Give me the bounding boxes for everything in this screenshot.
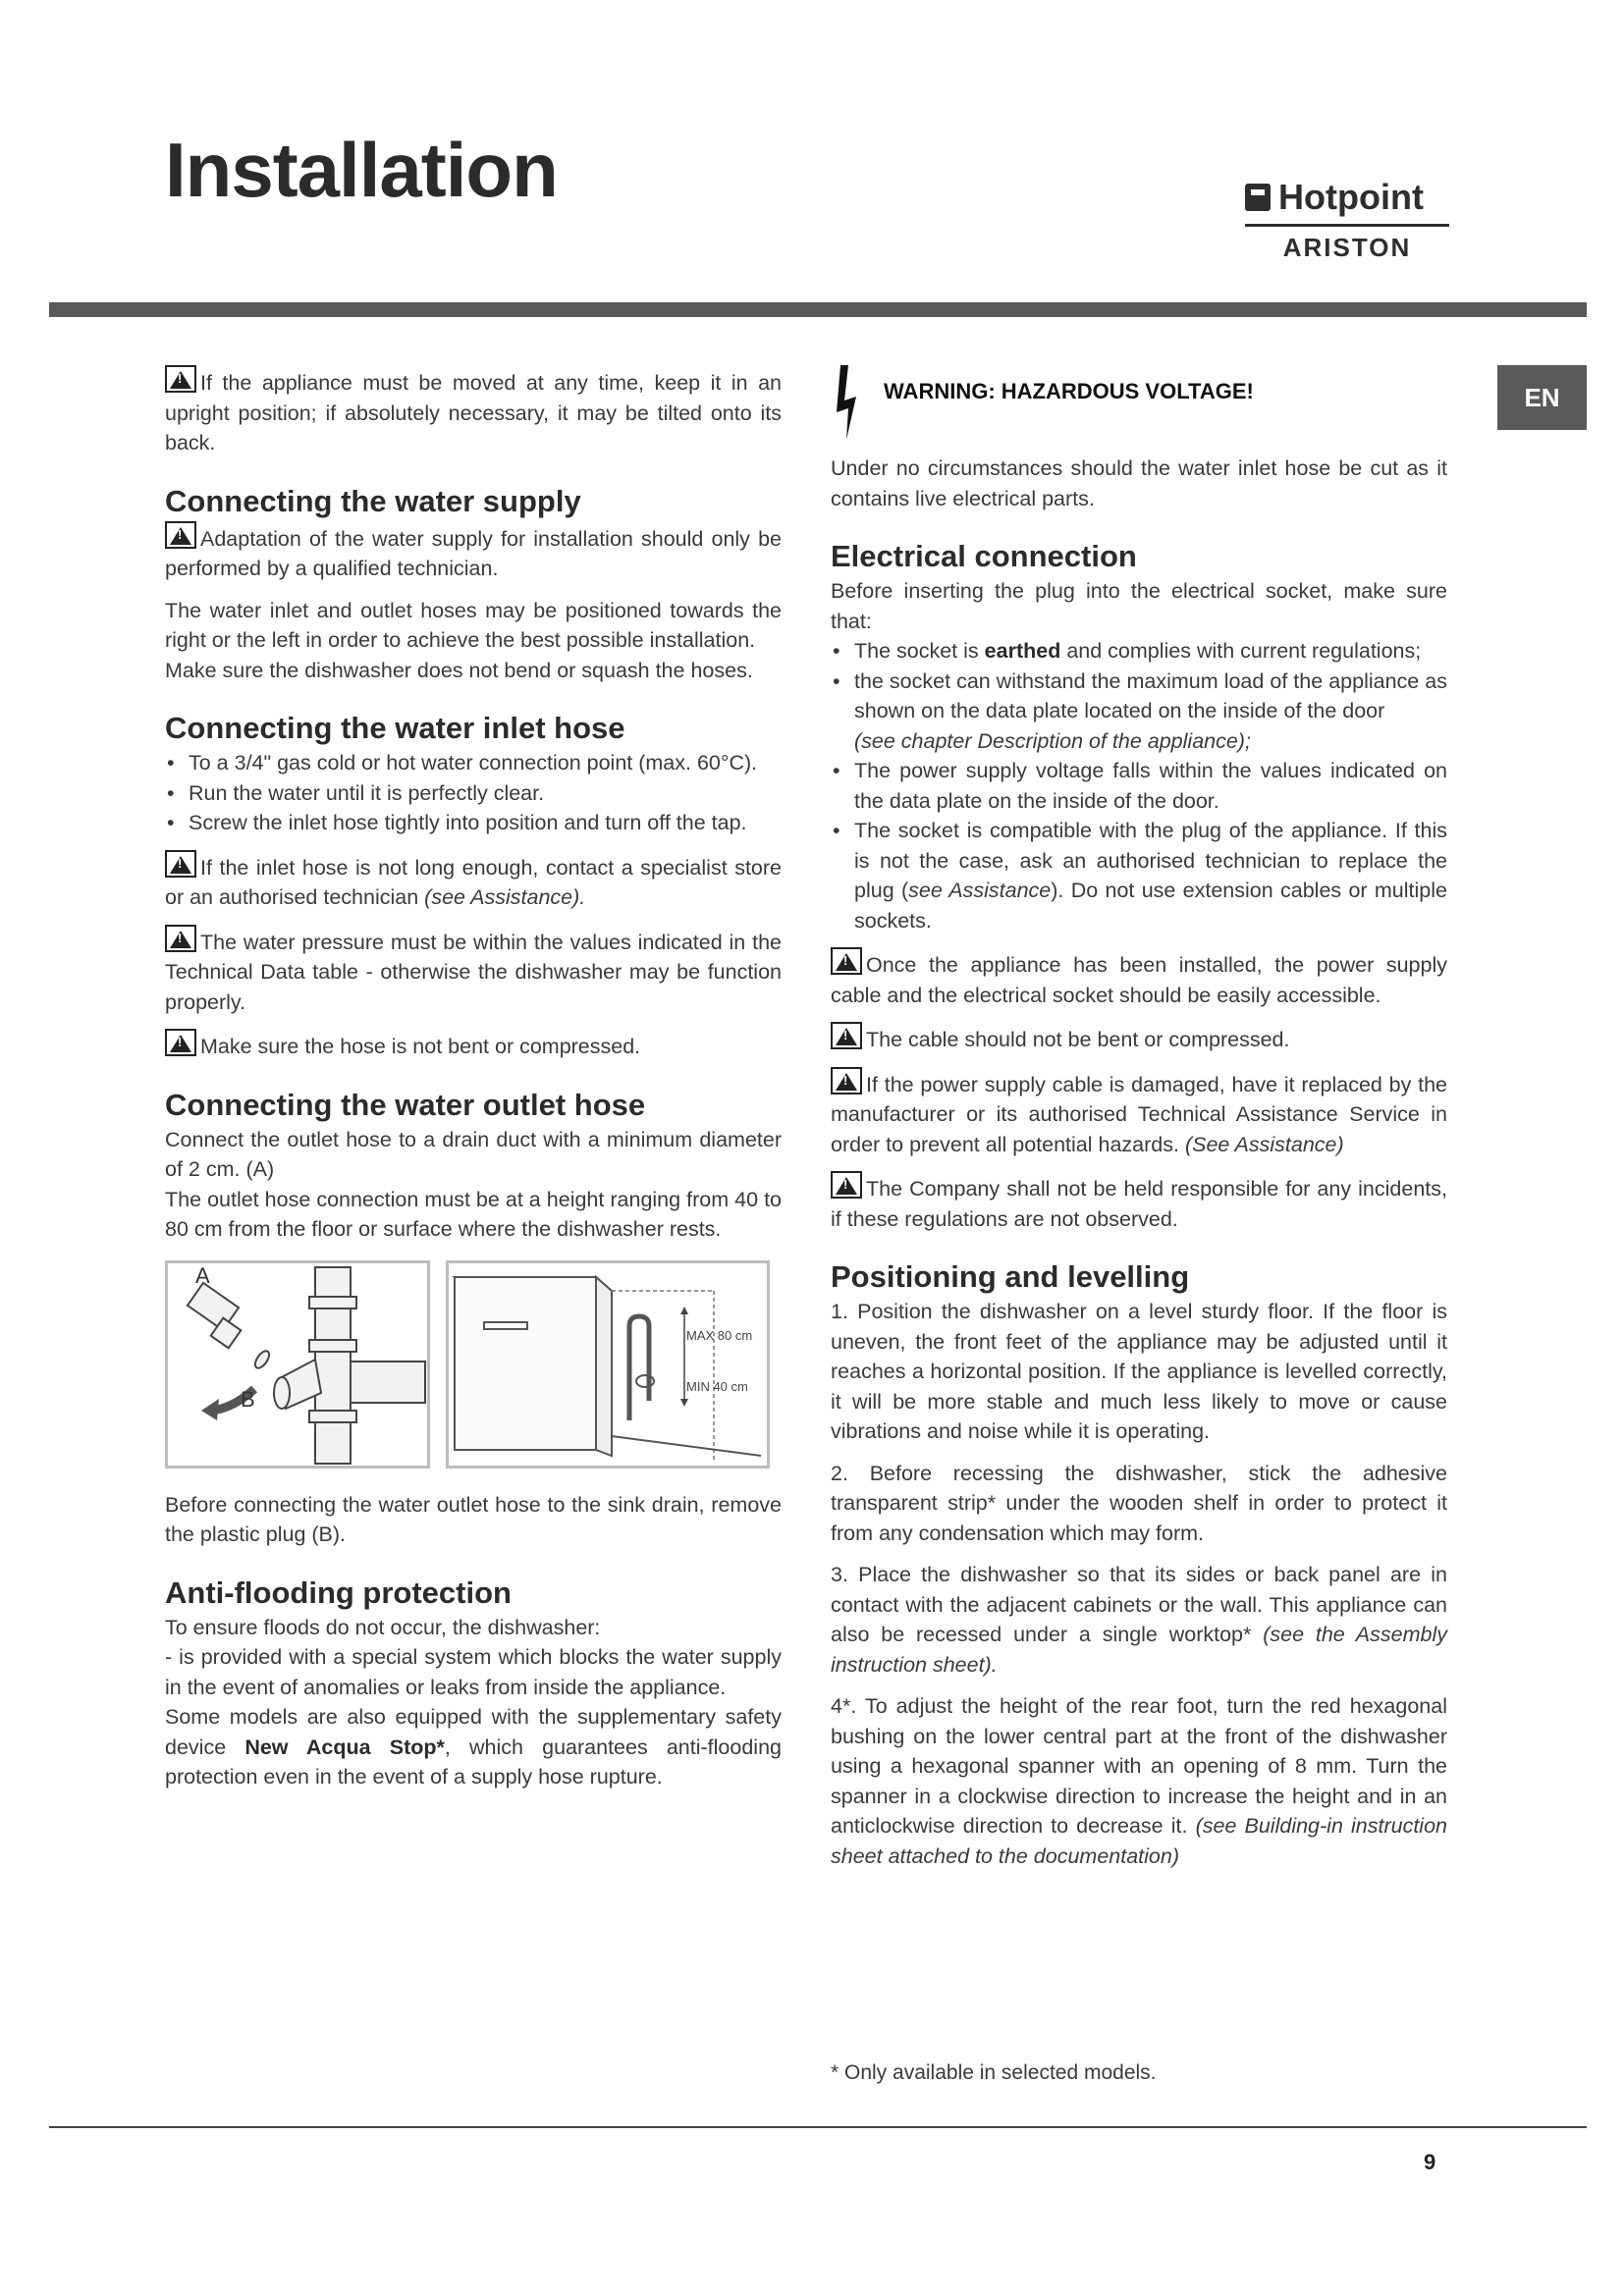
warning-icon — [831, 1067, 862, 1095]
warning-icon — [831, 1022, 862, 1049]
max-height-label: MAX 80 cm — [686, 1327, 753, 1343]
electrical-warning-2: !The cable should not be bent or compressed. — [831, 1022, 1447, 1055]
list-item: • The power supply voltage falls within the values indicated on the data plate on the inside of the door. — [831, 756, 1447, 816]
left-column — [165, 365, 782, 1804]
positioning-p4: 4*. To adjust the height of the rear foot, turn the red hexagonal bushing on the lower central part at the front of the dishwasher using a hexagonal spanner with an opening of 8 mm. Turn the spanner in a clockwise direction to increase the height and in an anticlockwise direction to decrease it. (see Building-in instruction sheet attached to the documentation) — [831, 1694, 1447, 1868]
list-item: • the socket can withstand the maximum load of the appliance as shown on the data plate located on the inside of the door (see chapter Description of the appliance); — [831, 667, 1447, 757]
positioning-p3: 3. Place the dishwasher so that its sides or back panel are in contact with the adjacent cabinets or the wall. This appliance can also be recessed under a single worktop* (see the Assembly instruction sheet). — [831, 1563, 1447, 1677]
brand-logo — [1245, 177, 1449, 263]
heading-anti-flooding: Anti-flooding protection — [165, 1575, 512, 1610]
heading-water-supply: Connecting the water supply — [165, 483, 581, 518]
warning-icon — [165, 521, 196, 549]
water-supply-warning: !Adaptation of the water supply for installation should only be performed by a qualified technician. — [165, 521, 782, 584]
warning-icon — [165, 925, 196, 952]
min-height-label: MIN 40 cm — [686, 1378, 748, 1394]
footnote: * Only available in selected models. — [831, 2061, 1157, 2084]
water-supply-p2: Make sure the dishwasher does not bend or squash the hoses. — [165, 658, 753, 682]
inlet-warning-3: !Make sure the hose is not bent or compressed. — [165, 1029, 782, 1062]
electrical-warning-1: !Once the appliance has been installed, the power supply cable and the electrical socket should be easily accessible. — [831, 947, 1447, 1010]
list-item: • Screw the inlet hose tightly into position and turn off the tap. — [165, 808, 782, 838]
language-tab: EN — [1497, 365, 1587, 430]
electrical-warning-4: !The Company shall not be held responsible for any incidents, if these regulations are not observed. — [831, 1171, 1447, 1234]
drain-connection-figure — [165, 1260, 430, 1468]
list-item: • Run the water until it is perfectly clear. — [165, 778, 782, 809]
warning-icon — [165, 850, 196, 878]
heading-positioning: Positioning and levelling — [831, 1259, 1190, 1294]
electrical-list — [831, 636, 1447, 935]
electrical-intro: Before inserting the plug into the electrical socket, make sure that: — [831, 579, 1447, 633]
brand-subname: ARISTON — [1282, 233, 1412, 262]
high-voltage-icon — [831, 365, 868, 440]
hose-height-figure — [446, 1260, 770, 1468]
warning-icon — [165, 1029, 196, 1056]
anti-flooding-p3: Some models are also equipped with the supplementary safety device New Acqua Stop*, which guarantees anti-flooding protection even in the event of a supply hose rupture. — [165, 1705, 782, 1789]
outlet-p1: Connect the outlet hose to a drain duct with a minimum diameter of 2 cm. (A) — [165, 1127, 782, 1181]
outlet-figures — [165, 1260, 782, 1468]
page-title: Installation — [165, 127, 558, 213]
intro-warning: !If the appliance must be moved at any time, keep it in an upright position; if absolutely necessary, it may be tilted onto its back. — [165, 365, 782, 458]
warning-icon — [165, 365, 196, 393]
inlet-warning-1: !If the inlet hose is not long enough, contact a specialist store or an authorised technician (see Assistance). — [165, 850, 782, 913]
water-supply-p1: The water inlet and outlet hoses may be positioned towards the right or the left in order to achieve the best possible installation. — [165, 598, 782, 652]
list-item: • The socket is compatible with the plug of the appliance. If this is not the case, ask an authorised technician to replace the plug (see Assistance). Do not use extension cables or multiple sockets. — [831, 816, 1447, 935]
inlet-warning-2: !The water pressure must be within the values indicated in the Technical Data table - otherwise the dishwasher may be function properly. — [165, 925, 782, 1018]
list-item: • To a 3/4" gas cold or hot water connection point (max. 60°C). — [165, 748, 782, 778]
inlet-hose-list — [165, 748, 782, 838]
positioning-p1: 1. Position the dishwasher on a level sturdy floor. If the floor is uneven, the front feet of the appliance may be adjusted until it reaches a horizontal position. If the appliance is levelled correctly, it will be more stable and much less likely to move or cause vibrations and noise while it is operating. — [831, 1300, 1447, 1443]
brand-name: Hotpoint — [1278, 177, 1424, 217]
positioning-p2: 2. Before recessing the dishwasher, stick the adhesive transparent strip* under the wooden shelf in order to protect it from any condensation which may form. — [831, 1461, 1447, 1545]
footer-divider — [49, 2126, 1587, 2128]
brand-mark-icon — [1245, 184, 1271, 211]
anti-flooding-p2: - is provided with a special system which blocks the water supply in the event of anomalies or leaks from inside the appliance. — [165, 1645, 782, 1699]
hazard-warning — [831, 365, 1447, 440]
heading-electrical: Electrical connection — [831, 539, 1137, 573]
warning-icon — [831, 1171, 862, 1199]
hazard-text: Under no circumstances should the water inlet hose be cut as it contains live electrical parts. — [831, 456, 1447, 510]
hazard-title: WARNING: HAZARDOUS VOLTAGE! — [884, 379, 1254, 403]
figure-label-a: A — [195, 1262, 210, 1288]
page-number: 9 — [1424, 2150, 1436, 2174]
heading-outlet-hose: Connecting the water outlet hose — [165, 1087, 646, 1122]
header-divider — [49, 302, 1587, 317]
list-item: • The socket is earthed and complies with current regulations; — [831, 636, 1447, 667]
logo-divider — [1245, 224, 1449, 227]
outlet-p3: Before connecting the water outlet hose to the sink drain, remove the plastic plug (B). — [165, 1492, 782, 1546]
anti-flooding-p1: To ensure floods do not occur, the dishwasher: — [165, 1615, 601, 1639]
heading-inlet-hose: Connecting the water inlet hose — [165, 711, 625, 745]
right-column — [831, 365, 1447, 1883]
electrical-warning-3: !If the power supply cable is damaged, have it replaced by the manufacturer or its authorised Technical Assistance Service in order to prevent all potential hazards. (See Assistance) — [831, 1067, 1447, 1160]
warning-icon — [831, 947, 862, 975]
outlet-p2: The outlet hose connection must be at a height ranging from 40 to 80 cm from the floor or surface where the dishwasher rests. — [165, 1187, 782, 1241]
figure-label-b: B — [241, 1386, 255, 1412]
